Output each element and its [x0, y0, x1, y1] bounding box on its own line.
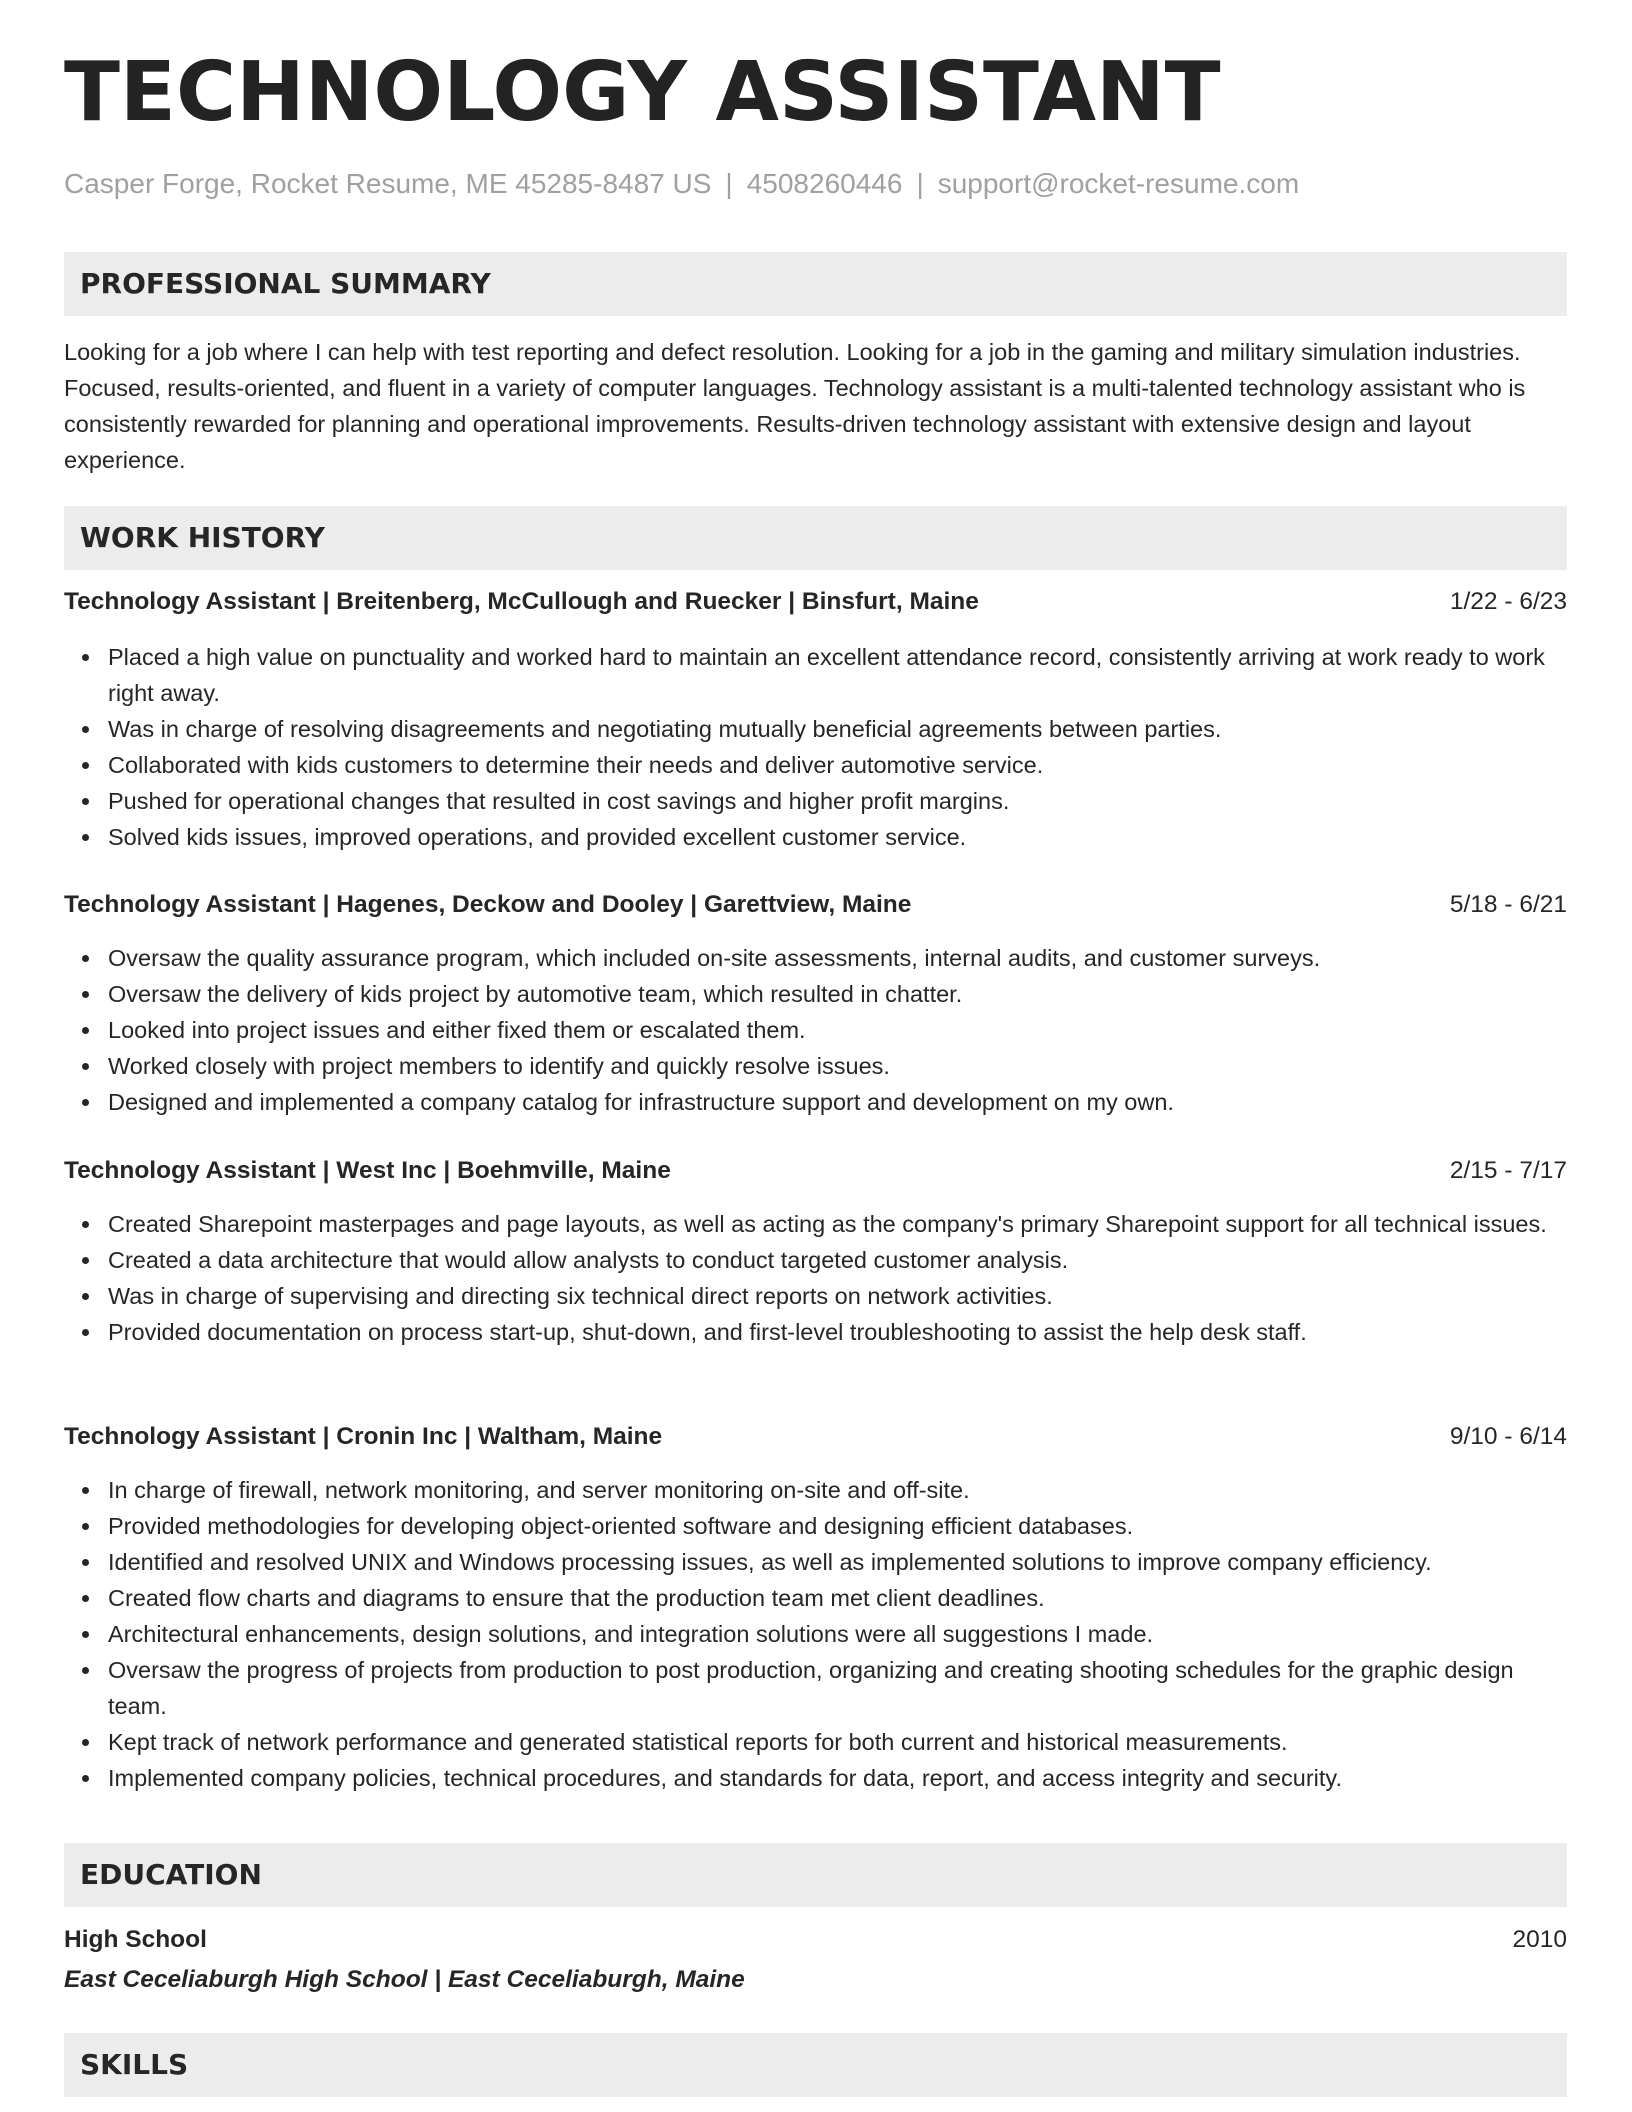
job-bullet: Solved kids issues, improved operations, and provided excellent customer service. [108, 819, 1567, 855]
job-dates: 9/10 - 6/14 [1449, 1423, 1567, 1450]
job-bullet: Looked into project issues and either fixed them or escalated them. [108, 1012, 1567, 1048]
job-bullet: Oversaw the progress of projects from production to post production, organizing and creating shooting schedules for the graphic design team. [108, 1652, 1567, 1724]
contact-phone: 4508260446 [746, 168, 903, 199]
job-bullet: Collaborated with kids customers to determine their needs and deliver automotive service. [108, 747, 1567, 783]
job-bullet: Provided methodologies for developing object-oriented software and designing efficient databases. [108, 1508, 1567, 1544]
contact-email: support@rocket-resume.com [937, 168, 1300, 199]
job-dates: 2/15 - 7/17 [1449, 1157, 1567, 1184]
section-heading-education: EDUCATION [64, 1843, 1567, 1907]
job-bullet: Kept track of network performance and generated statistical reports for both current and historical measurements. [108, 1724, 1567, 1760]
job-bullet: Created a data architecture that would allow analysts to conduct targeted customer analysis. [108, 1242, 1567, 1278]
job-bullet: Pushed for operational changes that resulted in cost savings and higher profit margins. [108, 783, 1567, 819]
job-bullet: Worked closely with project members to identify and quickly resolve issues. [108, 1048, 1567, 1084]
job-bullets [64, 639, 1567, 855]
job-bullet: Oversaw the delivery of kids project by automotive team, which resulted in chatter. [108, 976, 1567, 1012]
section-heading-summary: PROFESSIONAL SUMMARY [64, 252, 1567, 316]
job-bullet: In charge of firewall, network monitoring, and server monitoring on-site and off-site. [108, 1472, 1567, 1508]
section-heading-skills: SKILLS [64, 2033, 1567, 2097]
education-school: East Ceceliaburgh High School | East Ceceliaburgh, Maine [64, 1966, 745, 1993]
section-heading-work: WORK HISTORY [64, 506, 1567, 570]
summary-text: Looking for a job where I can help with test reporting and defect resolution. Looking for a job in the gaming and military simulation industries. Focused, results-oriented, and fluent in a variety of computer languages. Technology assistant is a multi-talented technology assistant who is consistently rewarded for planning and operational improvements. Results-driven technology assistant with extensive design and layout experience. [64, 339, 1526, 473]
contact-separator: | [916, 168, 924, 199]
job-title: Technology Assistant | West Inc | Boehmville, Maine [64, 1157, 671, 1184]
job-bullet: Created flow charts and diagrams to ensure that the production team met client deadlines. [108, 1580, 1567, 1616]
job-bullet: Designed and implemented a company catalog for infrastructure support and development on my own. [108, 1084, 1567, 1120]
job-bullets [64, 940, 1567, 1120]
job-bullets [64, 1206, 1567, 1350]
job-title: Technology Assistant | Breitenberg, McCullough and Ruecker | Binsfurt, Maine [64, 588, 979, 615]
job-bullet: Oversaw the quality assurance program, which included on-site assessments, internal audits, and customer surveys. [108, 940, 1567, 976]
job-bullet: Was in charge of supervising and directing six technical direct reports on network activities. [108, 1278, 1567, 1314]
job-bullet: Architectural enhancements, design solutions, and integration solutions were all suggestions I made. [108, 1616, 1567, 1652]
job-bullet: Created Sharepoint masterpages and page layouts, as well as acting as the company's primary Sharepoint support for all technical issues. [108, 1206, 1567, 1242]
contact-separator: | [725, 168, 733, 199]
job-title: Technology Assistant | Cronin Inc | Waltham, Maine [64, 1423, 663, 1450]
contact-line [64, 168, 1299, 200]
resume-title: TECHNOLOGY ASSISTANT [64, 45, 1221, 140]
job-bullets [64, 1472, 1567, 1796]
education-degree: High School [64, 1926, 207, 1953]
job-dates: 1/22 - 6/23 [1449, 588, 1567, 615]
job-title: Technology Assistant | Hagenes, Deckow and Dooley | Garettview, Maine [64, 891, 912, 918]
contact-address: Casper Forge, Rocket Resume, ME 45285-8487 US [64, 168, 712, 199]
job-bullet: Identified and resolved UNIX and Windows processing issues, as well as implemented solutions to improve company efficiency. [108, 1544, 1567, 1580]
job-bullet: Placed a high value on punctuality and worked hard to maintain an excellent attendance record, consistently arriving at work ready to work right away. [108, 639, 1567, 711]
job-dates: 5/18 - 6/21 [1449, 891, 1567, 918]
job-bullet: Provided documentation on process start-up, shut-down, and first-level troubleshooting to assist the help desk staff. [108, 1314, 1567, 1350]
education-year: 2010 [1512, 1926, 1567, 1953]
job-bullet: Was in charge of resolving disagreements and negotiating mutually beneficial agreements between parties. [108, 711, 1567, 747]
job-bullet: Implemented company policies, technical procedures, and standards for data, report, and access integrity and security. [108, 1760, 1567, 1796]
